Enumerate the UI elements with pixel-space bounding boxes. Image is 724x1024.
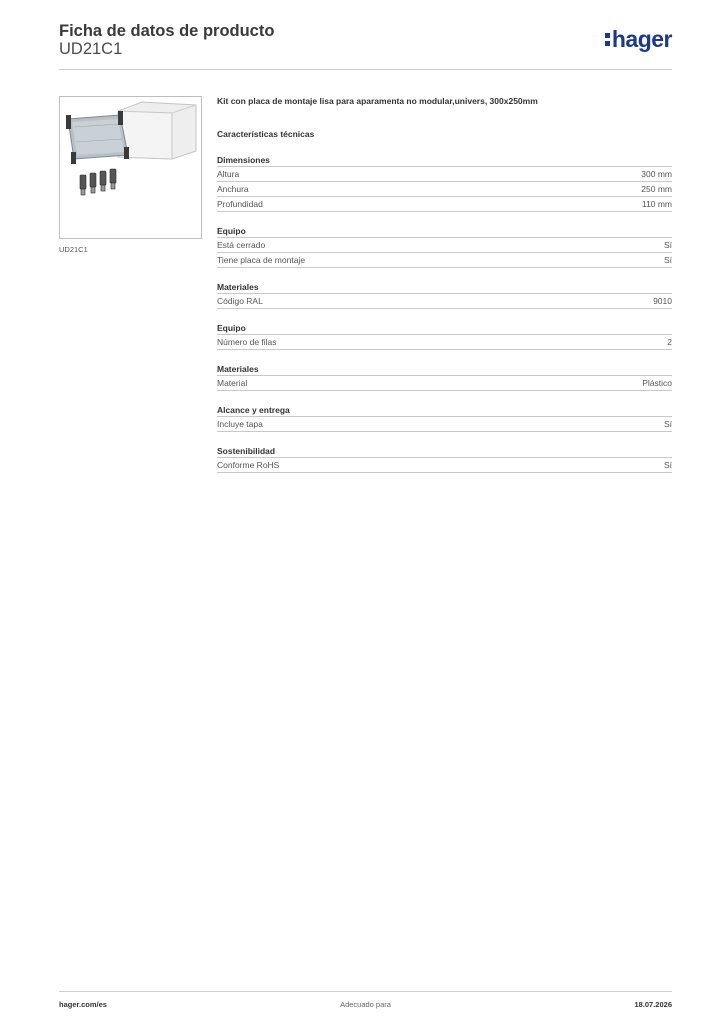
footer-suitability: Adecuado para bbox=[340, 1000, 391, 1009]
page-header bbox=[59, 20, 672, 70]
section-title: Equipo bbox=[217, 323, 672, 335]
spec-row bbox=[217, 458, 672, 473]
spec-row bbox=[217, 238, 672, 253]
spec-value: 9010 bbox=[653, 296, 672, 306]
section-title: Materiales bbox=[217, 364, 672, 376]
enclosure-kit-photo-icon bbox=[60, 97, 201, 238]
spec-label: Altura bbox=[217, 169, 240, 179]
spec-value: Sí bbox=[663, 460, 672, 470]
section-title: Materiales bbox=[217, 282, 672, 294]
spec-label: Código RAL bbox=[217, 296, 263, 306]
footer-website-link[interactable]: hager.com/es bbox=[59, 1000, 107, 1009]
spec-row bbox=[217, 182, 672, 197]
spec-label: Tiene placa de montaje bbox=[217, 255, 306, 265]
document-title: Ficha de datos de producto bbox=[59, 22, 275, 40]
spec-value: 300 mm bbox=[641, 169, 672, 179]
spec-row bbox=[217, 335, 672, 350]
spec-row bbox=[217, 253, 672, 268]
spec-label: Conforme RoHS bbox=[217, 460, 280, 470]
spec-row bbox=[217, 167, 672, 182]
spec-value: Plástico bbox=[642, 378, 672, 388]
section-equipo-filas bbox=[217, 323, 672, 350]
spec-label: Número de filas bbox=[217, 337, 277, 347]
section-alcance-entrega bbox=[217, 405, 672, 432]
spec-label: Profundidad bbox=[217, 199, 263, 209]
spec-row bbox=[217, 294, 672, 309]
spec-value: 2 bbox=[667, 337, 672, 347]
spec-value: 250 mm bbox=[641, 184, 672, 194]
product-code: UD21C1 bbox=[59, 40, 123, 58]
section-materiales bbox=[217, 282, 672, 309]
section-title: Equipo bbox=[217, 226, 672, 238]
section-title: Alcance y entrega bbox=[217, 405, 672, 417]
spec-value: Sí bbox=[663, 255, 672, 265]
hager-logo bbox=[605, 28, 672, 51]
footer-date: 18.07.2026 bbox=[634, 1000, 672, 1009]
logo-dots-icon bbox=[605, 32, 610, 47]
spec-value: 110 mm bbox=[641, 199, 672, 209]
product-image-frame bbox=[59, 96, 202, 239]
product-details bbox=[217, 96, 672, 473]
logo-text: hager bbox=[611, 26, 672, 52]
spec-label: Material bbox=[217, 378, 248, 388]
spec-value: Sí bbox=[663, 240, 672, 250]
spec-label: Está cerrado bbox=[217, 240, 266, 250]
spec-value: Sí bbox=[663, 419, 672, 429]
product-image-caption: UD21C1 bbox=[59, 245, 88, 254]
page-footer bbox=[59, 991, 672, 1012]
product-description: Kit con placa de montaje lisa para aparamenta no modular,univers, 300x250mm bbox=[217, 96, 538, 106]
spec-label: Incluye tapa bbox=[217, 419, 263, 429]
section-dimensiones bbox=[217, 155, 672, 212]
section-title: Sostenibilidad bbox=[217, 446, 672, 458]
section-sostenibilidad bbox=[217, 446, 672, 473]
spec-row bbox=[217, 376, 672, 391]
section-title: Dimensiones bbox=[217, 155, 672, 167]
section-equipo bbox=[217, 226, 672, 268]
spec-row bbox=[217, 197, 672, 212]
spec-label: Anchura bbox=[217, 184, 249, 194]
spec-row bbox=[217, 417, 672, 432]
section-materiales-material bbox=[217, 364, 672, 391]
technical-characteristics-title: Características técnicas bbox=[217, 129, 315, 139]
